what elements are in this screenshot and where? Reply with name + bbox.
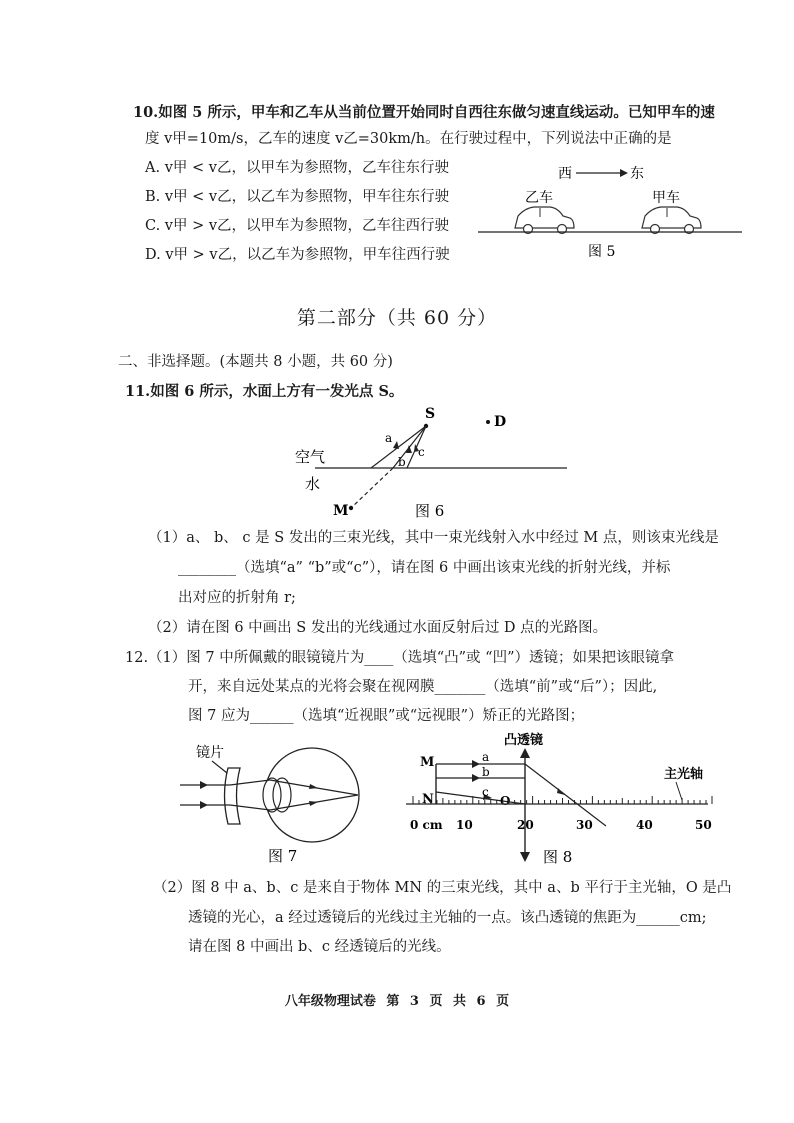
- fig8-point-m-label: M: [420, 755, 435, 770]
- fig5-caption: 图 5: [588, 244, 616, 260]
- q11-part1-line1: （1）a、 b、 c 是 S 发出的三束光线，其中一束光线射入水中经过 M 点，则该束光线是: [148, 530, 719, 546]
- fig8-tick-label-40: 40: [636, 818, 653, 832]
- fig5-car-b-icon: [515, 207, 574, 234]
- q10-option-b: B. v甲 < v乙，以乙车为参照物，甲车往东行驶: [145, 189, 450, 205]
- fig6-dashed-extension: [352, 468, 393, 507]
- fig8-ray-b-label: b: [482, 765, 490, 779]
- fig8-tick-label-10: 10: [456, 818, 473, 832]
- fig6-point-d: [486, 420, 490, 424]
- fig5-west-label: 西: [558, 166, 572, 182]
- fig8-ruler-ticks: [413, 796, 712, 804]
- q11-part1-line3: 出对应的折射角 r;: [178, 590, 296, 606]
- figure-7: [160, 735, 390, 870]
- q11-part2: （2）请在图 6 中画出 S 发出的光线通过水面反射后过 D 点的光路图。: [148, 620, 608, 636]
- fig8-convex-lens-label: 凸透镜: [504, 733, 544, 748]
- figure-6: [285, 400, 585, 525]
- q12-part2-line3: 请在图 8 中画出 b、c 经透镜后的光线。: [188, 939, 451, 955]
- fig8-optical-center-label: O: [500, 794, 511, 808]
- fig8-tick-label-50: 50: [695, 818, 712, 832]
- fig5-car-a-icon: [642, 207, 701, 234]
- fig7-concave-lens: [225, 768, 241, 824]
- fig7-caption: 图 7: [268, 847, 298, 865]
- fig6-point-m: [349, 506, 353, 510]
- fig8-tick-label-20: 20: [517, 818, 534, 832]
- fig6-caption: 图 6: [415, 502, 445, 520]
- q10-option-a: A. v甲 < v乙，以甲车为参照物，乙车往东行驶: [145, 160, 449, 176]
- fig6-point-m-label: M: [333, 503, 349, 519]
- q12-part2-line2: 透镜的光心，a 经过透镜后的光线过主光轴的一点。该凸透镜的焦距为______cm;: [188, 910, 707, 926]
- fig5-east-label: 东: [630, 166, 644, 182]
- fig6-ray-a-label: a: [385, 431, 393, 445]
- figure-8: [398, 728, 718, 873]
- q12-part1-line1: 12.（1）图 7 中所佩戴的眼镜镜片为____（选填“凸”或 “凹”）透镜；如果把该眼镜拿: [125, 650, 674, 666]
- fig8-caption: 图 8: [543, 848, 573, 866]
- q12-part1-line3: 图 7 应为______（选填“近视眼”或“远视眼”）矫正的光路图；: [188, 708, 585, 724]
- part2-title: 第二部分（共 60 分）: [296, 307, 498, 329]
- fig6-ray-c-label: c: [418, 445, 425, 459]
- section-heading: 二、非选择题。(本题共 8 小题，共 60 分): [118, 354, 393, 370]
- fig6-water-label: 水: [305, 475, 321, 493]
- fig6-point-s-label: S: [425, 406, 436, 422]
- figure-5: [470, 160, 750, 265]
- fig6-ray-b-label: b: [398, 455, 406, 469]
- fig6-point-d-label: D: [494, 414, 507, 430]
- q11-part1-line2: ________（选填“a” “b”或“c”），请在图 6 中画出该束光线的折射光线，并标: [178, 560, 671, 576]
- fig8-ray-c-label: c: [482, 785, 489, 799]
- q10-stem-line2: 度 v甲=10m/s，乙车的速度 v乙=30km/h。在行驶过程中，下列说法中正确的是: [145, 131, 672, 147]
- q12-part2-line1: （2）图 8 中 a、b、c 是来自于物体 MN 的三束光线，其中 a、b 平行于主光轴，O 是凸: [153, 880, 732, 896]
- q12-part1-line2: 开，来自远处某点的光将会聚在视网膜_______（选填“前”或“后”）；因此,: [188, 679, 658, 695]
- q10-option-d: D. v甲 > v乙，以乙车为参照物，甲车往西行驶: [145, 247, 450, 263]
- fig8-tick-label-0: 0 cm: [410, 818, 443, 832]
- q10-stem-line1: 10.如图 5 所示，甲车和乙车从当前位置开始同时自西往东做匀速直线运动。已知甲车的速: [133, 104, 715, 121]
- fig8-ray-a-label: a: [482, 750, 490, 764]
- fig5-car-a-label: 甲车: [652, 190, 680, 206]
- fig5-car-b-label: 乙车: [525, 190, 553, 206]
- page-footer: 八年级物理试卷 第 3 页 共 6 页: [284, 994, 510, 1009]
- fig8-principal-axis-label: 主光轴: [664, 767, 704, 782]
- fig8-tick-label-30: 30: [576, 818, 593, 832]
- fig6-air-label: 空气: [295, 448, 326, 466]
- q10-option-c: C. v甲 > v乙，以甲车为参照物，乙车往西行驶: [145, 218, 450, 234]
- fig8-refracted-ray-a: [525, 764, 606, 826]
- fig7-crystalline-lens: [263, 778, 281, 812]
- q11-stem: 11.如图 6 所示，水面上方有一发光点 S。: [125, 383, 404, 400]
- fig7-lens-label: 镜片: [196, 745, 224, 761]
- fig8-point-n-label: N: [422, 792, 434, 807]
